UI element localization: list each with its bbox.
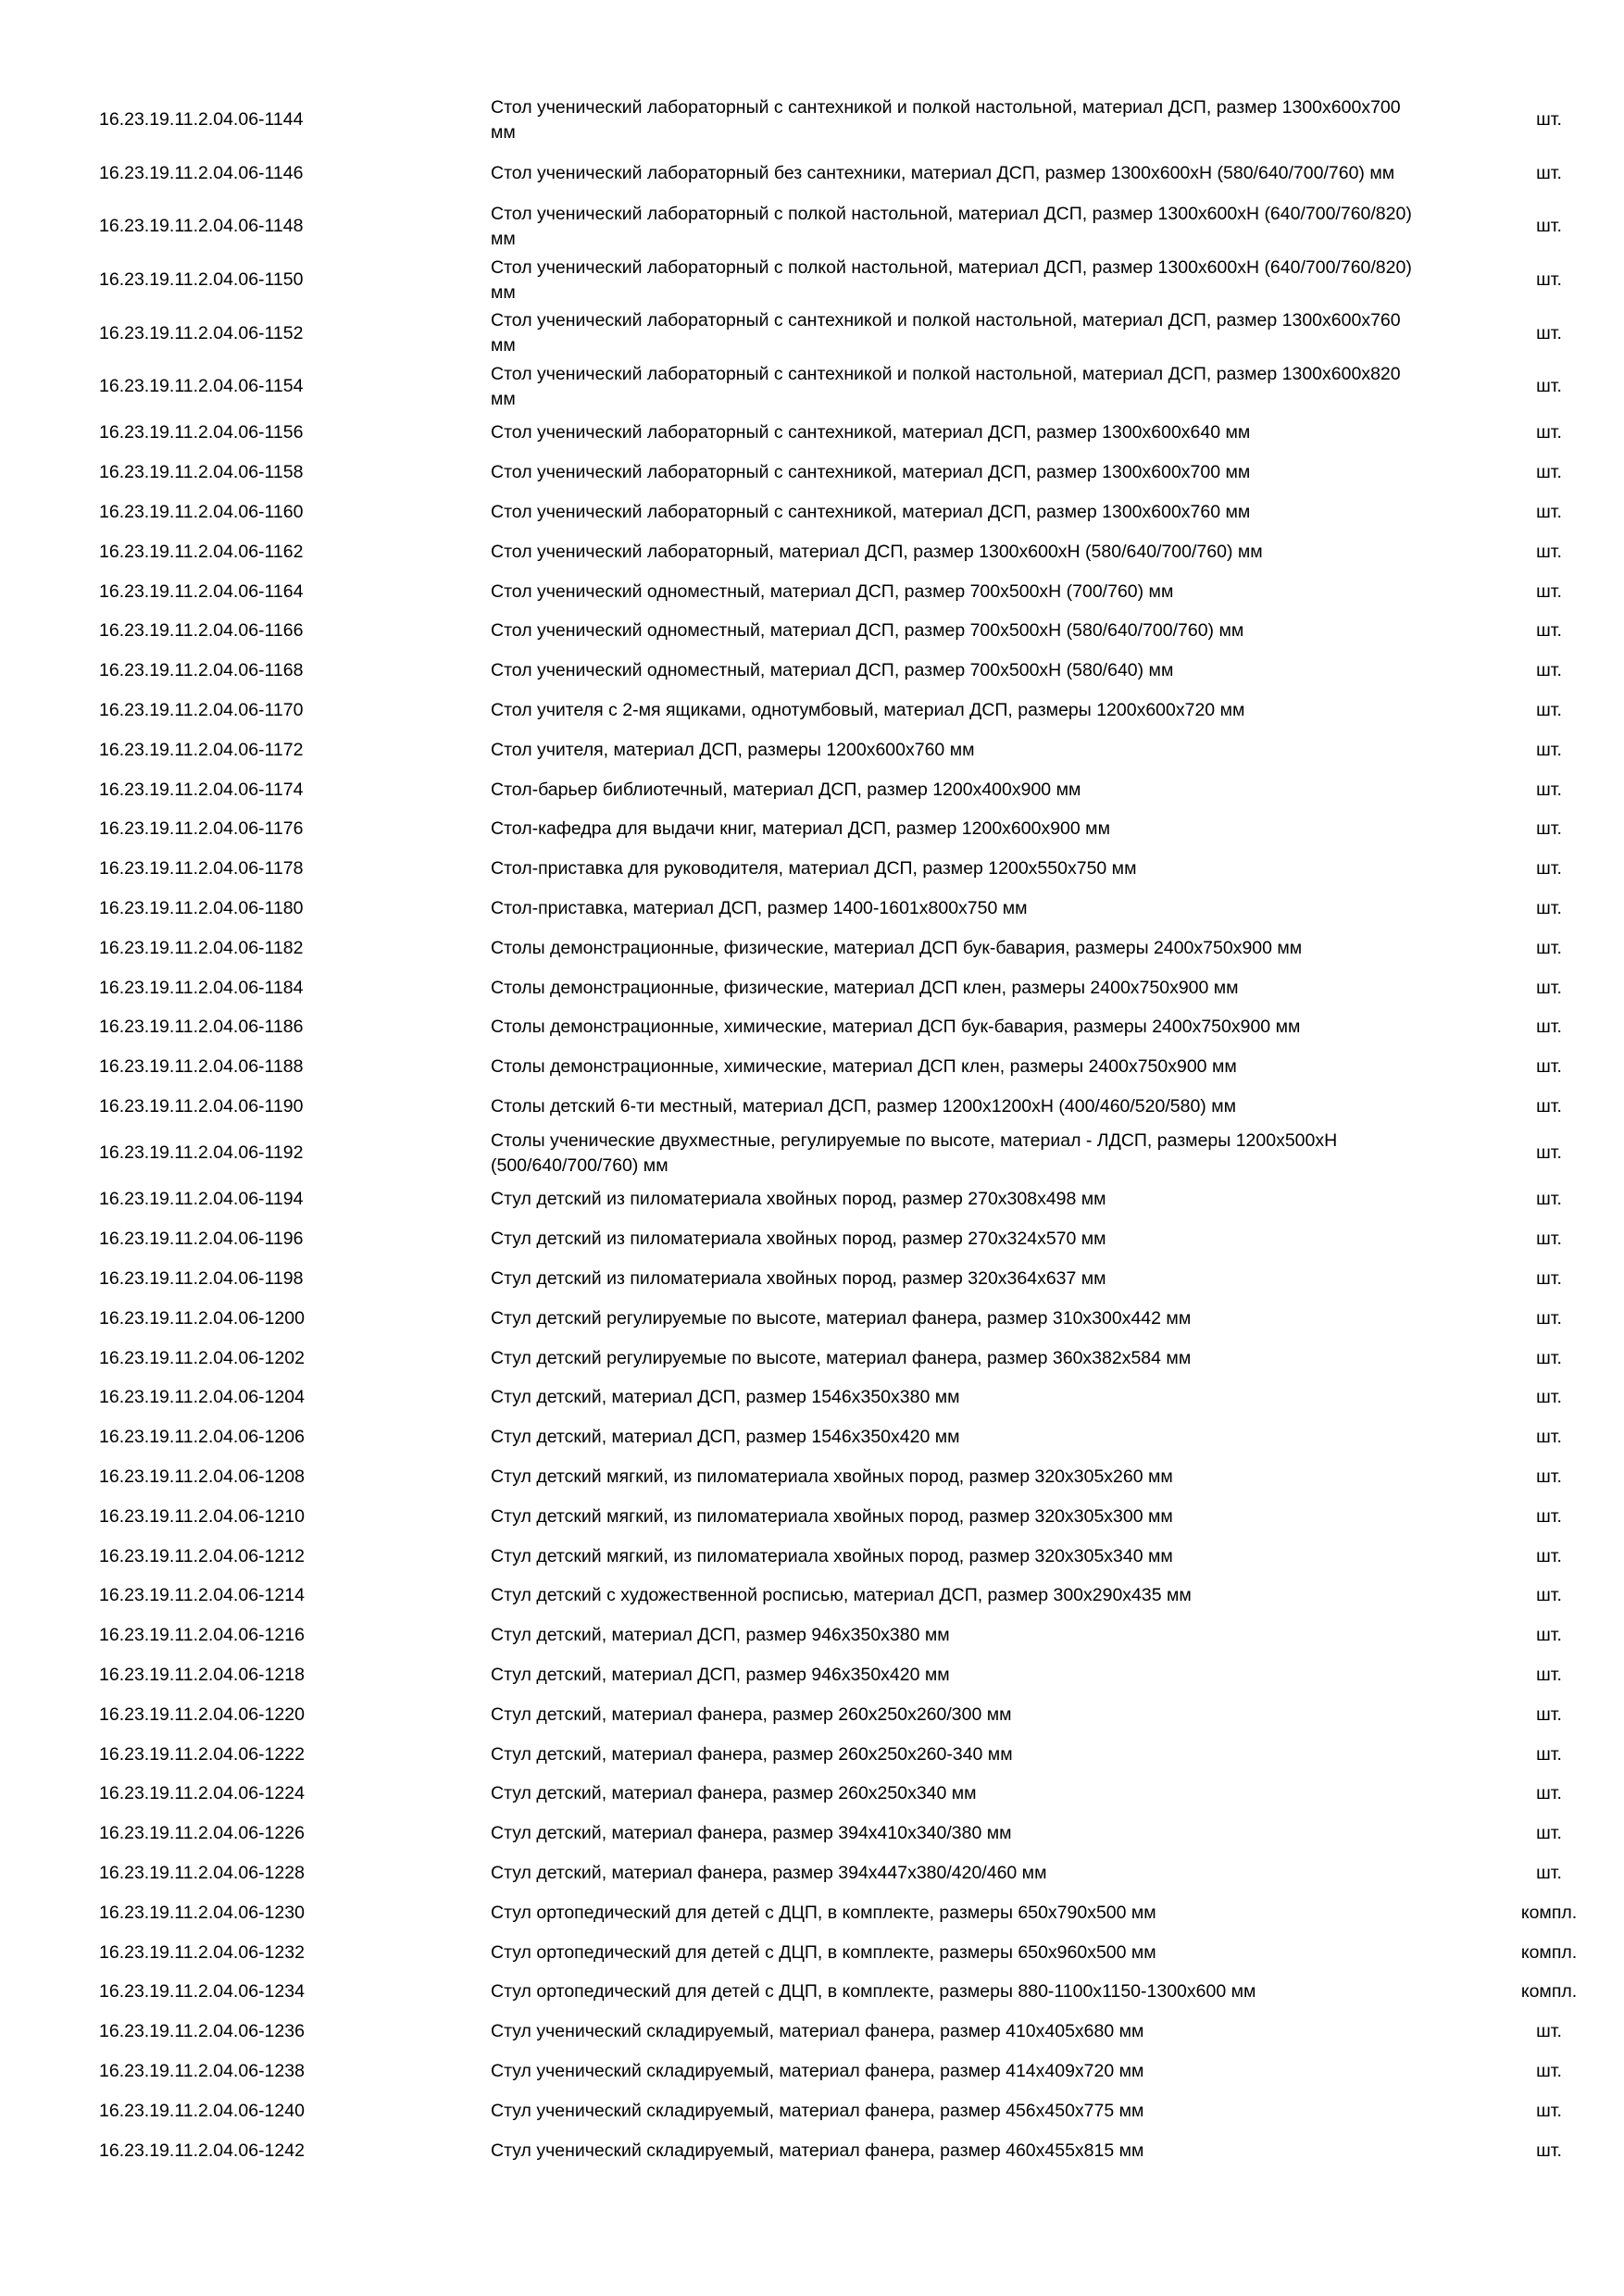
item-description-text: Стул детский, материал ДСП, размер 946х350х380 мм	[491, 1625, 950, 1646]
item-unit: шт.	[1536, 937, 1562, 958]
item-description-text: Стул детский из пиломатериала хвойных пород, размер 270х324х570 мм	[491, 1229, 1106, 1250]
table-row	[0, 2091, 1624, 2131]
item-description-text: Стул детский, материал ДСП, размер 1546х350х420 мм	[491, 1427, 960, 1448]
table-row	[0, 94, 1624, 147]
item-description	[491, 1814, 1417, 1853]
item-code: 16.23.19.11.2.04.06-1162	[99, 541, 304, 562]
item-unit: шт.	[1536, 1743, 1562, 1765]
item-unit: шт.	[1536, 1466, 1562, 1487]
item-unit: шт.	[1536, 1505, 1562, 1527]
table-row	[0, 730, 1624, 770]
item-unit: шт.	[1536, 322, 1562, 343]
table-row	[0, 770, 1624, 810]
item-unit: компл.	[1520, 1941, 1578, 1963]
item-description-text: Стол-барьер библиотечный, материал ДСП, размер 1200х400х900 мм	[491, 779, 1081, 800]
item-description-text: Стол ученический лабораторный с сантехникой, материал ДСП, размер 1300х600х700 мм	[491, 462, 1251, 483]
item-unit: компл.	[1520, 1902, 1578, 1923]
item-unit: шт.	[1536, 620, 1562, 642]
item-description	[491, 730, 1417, 770]
item-description	[491, 2091, 1417, 2131]
item-description-text: Столы детский 6-ти местный, материал ДСП, размер 1200х1200хН (400/460/520/580) мм	[491, 1096, 1237, 1117]
item-description	[491, 1299, 1417, 1339]
table-row	[0, 532, 1624, 572]
item-description-text: Стол-приставка для руководителя, материал ДСП, размер 1200х550х750 мм	[491, 858, 1137, 880]
item-code: 16.23.19.11.2.04.06-1212	[99, 1545, 305, 1566]
item-code: 16.23.19.11.2.04.06-1220	[99, 1703, 305, 1725]
item-code: 16.23.19.11.2.04.06-1174	[99, 779, 304, 800]
table-row	[0, 2052, 1624, 2091]
item-description-text: Стол-приставка, материал ДСП, размер 1400-1601х800х750 мм	[491, 898, 1028, 919]
table-row	[0, 1616, 1624, 1655]
item-code: 16.23.19.11.2.04.06-1184	[99, 977, 304, 998]
item-description-text: Стул детский, материал ДСП, размер 1546х350х380 мм	[491, 1387, 960, 1408]
item-unit: шт.	[1536, 779, 1562, 800]
item-unit: шт.	[1536, 376, 1562, 397]
table-row	[0, 849, 1624, 889]
item-description	[491, 1497, 1417, 1537]
item-unit: шт.	[1536, 977, 1562, 998]
item-description	[491, 849, 1417, 889]
table-row	[0, 254, 1624, 307]
item-unit: шт.	[1536, 898, 1562, 919]
table-row	[0, 147, 1624, 201]
item-description-text: Стол ученический лабораторный с сантехникой, материал ДСП, размер 1300х600х760 мм	[491, 502, 1251, 523]
item-description	[491, 1259, 1417, 1299]
item-unit: шт.	[1536, 700, 1562, 721]
table-row	[0, 1047, 1624, 1087]
table-row	[0, 1814, 1624, 1853]
item-unit: шт.	[1536, 502, 1562, 523]
item-code: 16.23.19.11.2.04.06-1194	[99, 1189, 304, 1210]
item-unit: шт.	[1536, 422, 1562, 443]
item-description	[491, 612, 1417, 652]
item-unit: шт.	[1536, 162, 1562, 183]
table-row	[0, 1537, 1624, 1577]
item-code: 16.23.19.11.2.04.06-1180	[99, 898, 304, 919]
item-code: 16.23.19.11.2.04.06-1242	[99, 2140, 305, 2161]
item-description-text: Стул ортопедический для детей с ДЦП, в комплекте, размеры 650х790х500 мм	[491, 1902, 1156, 1923]
item-description-text: Стол ученический лабораторный с полкой настольной, материал ДСП, размер 1300х600хН (640/700/760/820) мм	[491, 203, 1412, 249]
item-description-text: Стул ортопедический для детей с ДЦП, в комплекте, размеры 880-1100х1150-1300х600 мм	[491, 1981, 1256, 2003]
item-description-text: Стул детский, материал фанера, размер 260х250х260/300 мм	[491, 1703, 1012, 1725]
item-description	[491, 810, 1417, 850]
item-code: 16.23.19.11.2.04.06-1160	[99, 502, 304, 523]
item-description	[491, 572, 1417, 612]
item-unit: шт.	[1536, 1545, 1562, 1566]
item-description-text: Стул детский с художественной росписью, материал ДСП, размер 300х290х435 мм	[491, 1585, 1192, 1606]
item-description-text: Стул детский, материал фанера, размер 394х410х340/380 мм	[491, 1823, 1012, 1844]
item-description-text: Стул ученический складируемый, материал фанера, размер 456х450х775 мм	[491, 2100, 1144, 2121]
table-row	[0, 306, 1624, 360]
table-row	[0, 1735, 1624, 1775]
item-description-text: Столы демонстрационные, химические, материал ДСП клен, размеры 2400х750х900 мм	[491, 1056, 1237, 1078]
item-description-text: Стол ученический лабораторный с сантехникой и полкой настольной, материал ДСП, размер 1300х600х760 мм	[491, 310, 1401, 356]
item-code: 16.23.19.11.2.04.06-1202	[99, 1347, 305, 1368]
item-unit: шт.	[1536, 216, 1562, 237]
item-description	[491, 1339, 1417, 1379]
item-description-text: Столы демонстрационные, физические, материал ДСП бук-бавария, размеры 2400х750х900 мм	[491, 937, 1303, 958]
item-code: 16.23.19.11.2.04.06-1144	[99, 109, 304, 131]
item-code: 16.23.19.11.2.04.06-1190	[99, 1096, 304, 1117]
item-unit: шт.	[1536, 1267, 1562, 1289]
item-description-text: Стол ученический одноместный, материал ДСП, размер 700х500хН (580/640/700/760) мм	[491, 620, 1244, 642]
item-unit: шт.	[1536, 1189, 1562, 1210]
item-code: 16.23.19.11.2.04.06-1230	[99, 1902, 305, 1923]
item-description	[491, 1972, 1417, 2012]
item-code: 16.23.19.11.2.04.06-1182	[99, 937, 304, 958]
item-description	[491, 414, 1417, 454]
item-description	[491, 929, 1417, 968]
item-description	[491, 306, 1417, 360]
table-row	[0, 1259, 1624, 1299]
table-row	[0, 1893, 1624, 1933]
item-code: 16.23.19.11.2.04.06-1218	[99, 1664, 305, 1685]
item-description-text: Стол ученический лабораторный без сантехники, материал ДСП, размер 1300х600хН (580/640/700/760) мм	[491, 162, 1395, 183]
item-code: 16.23.19.11.2.04.06-1238	[99, 2060, 305, 2081]
item-unit: шт.	[1536, 1307, 1562, 1329]
table-row	[0, 1933, 1624, 1973]
item-description-text: Стул детский мягкий, из пиломатериала хвойных пород, размер 320х305х260 мм	[491, 1466, 1173, 1487]
item-code: 16.23.19.11.2.04.06-1158	[99, 462, 304, 483]
table-row	[0, 1219, 1624, 1259]
item-unit: шт.	[1536, 2021, 1562, 2042]
table-row	[0, 1695, 1624, 1735]
table-row	[0, 1299, 1624, 1339]
item-description	[491, 94, 1417, 147]
item-code: 16.23.19.11.2.04.06-1206	[99, 1427, 305, 1448]
table-row	[0, 1127, 1624, 1180]
item-description-text: Стул детский мягкий, из пиломатериала хвойных пород, размер 320х305х300 мм	[491, 1505, 1173, 1527]
item-description	[491, 1537, 1417, 1577]
item-code: 16.23.19.11.2.04.06-1166	[99, 620, 304, 642]
item-description-text: Стул детский мягкий, из пиломатериала хвойных пород, размер 320х305х340 мм	[491, 1545, 1173, 1566]
item-unit: шт.	[1536, 1585, 1562, 1606]
item-unit: шт.	[1536, 1056, 1562, 1078]
item-description	[491, 2012, 1417, 2052]
item-description	[491, 968, 1417, 1008]
table-row	[0, 1457, 1624, 1497]
item-description-text: Стул детский, материал фанера, размер 260х250х260-340 мм	[491, 1743, 1013, 1765]
item-description	[491, 493, 1417, 532]
item-description-text: Стол ученический одноместный, материал ДСП, размер 700х500хН (580/640) мм	[491, 660, 1174, 681]
item-description	[491, 1417, 1417, 1457]
item-description-text: Стул детский из пиломатериала хвойных пород, размер 270х308х498 мм	[491, 1189, 1106, 1210]
item-unit: компл.	[1520, 1981, 1578, 2003]
item-description-text: Стол ученический лабораторный с сантехникой и полкой настольной, материал ДСП, размер 1300х600х700 мм	[491, 96, 1401, 143]
item-description-text: Стул ученический складируемый, материал фанера, размер 414х409х720 мм	[491, 2060, 1144, 2081]
table-row	[0, 1774, 1624, 1814]
item-description-text: Стол ученический лабораторный с сантехникой и полкой настольной, материал ДСП, размер 1300х600х820 мм	[491, 363, 1401, 409]
table-row	[0, 1655, 1624, 1695]
item-unit: шт.	[1536, 1142, 1562, 1164]
table-row	[0, 810, 1624, 850]
item-code: 16.23.19.11.2.04.06-1146	[99, 162, 304, 183]
table-row	[0, 493, 1624, 532]
item-description-text: Стул ортопедический для детей с ДЦП, в комплекте, размеры 650х960х500 мм	[491, 1941, 1156, 1963]
item-unit: шт.	[1536, 858, 1562, 880]
item-unit: шт.	[1536, 541, 1562, 562]
table-row	[0, 612, 1624, 652]
item-description	[491, 1219, 1417, 1259]
item-unit: шт.	[1536, 1703, 1562, 1725]
item-description	[491, 1008, 1417, 1048]
table-row	[0, 360, 1624, 414]
item-code: 16.23.19.11.2.04.06-1188	[99, 1056, 304, 1078]
table-row	[0, 1417, 1624, 1457]
item-code: 16.23.19.11.2.04.06-1226	[99, 1823, 305, 1844]
item-code: 16.23.19.11.2.04.06-1210	[99, 1505, 305, 1527]
table-row	[0, 1972, 1624, 2012]
item-code: 16.23.19.11.2.04.06-1240	[99, 2100, 305, 2121]
item-description-text: Стол ученический лабораторный с сантехникой, материал ДСП, размер 1300х600х640 мм	[491, 422, 1251, 443]
item-description	[491, 147, 1417, 201]
item-description-text: Стол учителя с 2-мя ящиками, однотумбовый, материал ДСП, размеры 1200х600х720 мм	[491, 700, 1245, 721]
item-description	[491, 1047, 1417, 1087]
item-unit: шт.	[1536, 1664, 1562, 1685]
item-code: 16.23.19.11.2.04.06-1192	[99, 1142, 304, 1164]
item-code: 16.23.19.11.2.04.06-1198	[99, 1267, 304, 1289]
item-description-text: Стол ученический одноместный, материал ДСП, размер 700х500хН (700/760) мм	[491, 580, 1174, 602]
item-code: 16.23.19.11.2.04.06-1154	[99, 376, 304, 397]
item-code: 16.23.19.11.2.04.06-1186	[99, 1017, 304, 1038]
item-description-text: Столы ученические двухместные, регулируемые по высоте, материал - ЛДСП, размеры 1200х500хН (500/640/700/760) мм	[491, 1129, 1338, 1176]
item-description-text: Стул детский регулируемые по высоте, материал фанера, размер 310х300х442 мм	[491, 1307, 1192, 1329]
item-unit: шт.	[1536, 1347, 1562, 1368]
item-description-text: Стул детский регулируемые по высоте, материал фанера, размер 360х382х584 мм	[491, 1347, 1192, 1368]
table-row	[0, 414, 1624, 454]
item-code: 16.23.19.11.2.04.06-1204	[99, 1387, 305, 1408]
table-row	[0, 572, 1624, 612]
item-description	[491, 1457, 1417, 1497]
item-unit: шт.	[1536, 1096, 1562, 1117]
item-description-text: Столы демонстрационные, химические, материал ДСП бук-бавария, размеры 2400х750х900 мм	[491, 1017, 1301, 1038]
item-unit: шт.	[1536, 1229, 1562, 1250]
item-description-text: Стул ученический складируемый, материал фанера, размер 410х405х680 мм	[491, 2021, 1144, 2042]
item-unit: шт.	[1536, 1017, 1562, 1038]
item-description	[491, 200, 1417, 254]
item-description	[491, 1774, 1417, 1814]
item-code: 16.23.19.11.2.04.06-1152	[99, 322, 304, 343]
item-code: 16.23.19.11.2.04.06-1216	[99, 1625, 305, 1646]
item-description	[491, 532, 1417, 572]
item-description	[491, 1616, 1417, 1655]
table-row	[0, 1853, 1624, 1893]
table-row	[0, 1497, 1624, 1537]
table-row	[0, 1087, 1624, 1127]
item-description	[491, 651, 1417, 691]
item-code: 16.23.19.11.2.04.06-1236	[99, 2021, 305, 2042]
table-row	[0, 1378, 1624, 1417]
item-unit: шт.	[1536, 660, 1562, 681]
item-description-text: Стул детский из пиломатериала хвойных пород, размер 320х364х637 мм	[491, 1267, 1106, 1289]
item-description	[491, 770, 1417, 810]
item-code: 16.23.19.11.2.04.06-1150	[99, 269, 304, 291]
item-unit: шт.	[1536, 739, 1562, 760]
item-unit: шт.	[1536, 2060, 1562, 2081]
price-list-table	[0, 94, 1624, 2170]
item-description	[491, 2131, 1417, 2171]
item-code: 16.23.19.11.2.04.06-1222	[99, 1743, 305, 1765]
item-description	[491, 254, 1417, 307]
item-description	[491, 453, 1417, 493]
item-description-text: Столы демонстрационные, физические, материал ДСП клен, размеры 2400х750х900 мм	[491, 977, 1239, 998]
table-row	[0, 1576, 1624, 1616]
table-row	[0, 1180, 1624, 1220]
item-description-text: Стол-кафедра для выдачи книг, материал ДСП, размер 1200х600х900 мм	[491, 818, 1110, 840]
item-description-text: Стол ученический лабораторный с полкой настольной, материал ДСП, размер 1300х600хН (640/700/760/820) мм	[491, 256, 1412, 303]
item-description	[491, 1853, 1417, 1893]
item-description	[491, 1933, 1417, 1973]
item-description	[491, 1180, 1417, 1220]
item-description	[491, 1378, 1417, 1417]
item-unit: шт.	[1536, 2100, 1562, 2121]
item-code: 16.23.19.11.2.04.06-1200	[99, 1307, 305, 1329]
item-unit: шт.	[1536, 818, 1562, 840]
item-code: 16.23.19.11.2.04.06-1224	[99, 1783, 305, 1804]
item-code: 16.23.19.11.2.04.06-1178	[99, 858, 304, 880]
item-description	[491, 889, 1417, 929]
item-description-text: Стол учителя, материал ДСП, размеры 1200х600х760 мм	[491, 739, 975, 760]
item-unit: шт.	[1536, 1823, 1562, 1844]
item-unit: шт.	[1536, 2140, 1562, 2161]
item-description-text: Стул ученический складируемый, материал фанера, размер 460х455х815 мм	[491, 2140, 1144, 2161]
item-code: 16.23.19.11.2.04.06-1164	[99, 580, 304, 602]
item-code: 16.23.19.11.2.04.06-1148	[99, 216, 304, 237]
table-row	[0, 2131, 1624, 2171]
item-description	[491, 691, 1417, 730]
item-unit: шт.	[1536, 1427, 1562, 1448]
item-code: 16.23.19.11.2.04.06-1196	[99, 1229, 304, 1250]
item-description	[491, 2052, 1417, 2091]
item-description	[491, 1127, 1417, 1180]
item-description-text: Стул детский, материал фанера, размер 394х447х380/420/460 мм	[491, 1862, 1047, 1883]
item-description	[491, 1695, 1417, 1735]
item-code: 16.23.19.11.2.04.06-1234	[99, 1981, 305, 2003]
item-unit: шт.	[1536, 109, 1562, 131]
item-unit: шт.	[1536, 462, 1562, 483]
item-code: 16.23.19.11.2.04.06-1156	[99, 422, 304, 443]
item-unit: шт.	[1536, 580, 1562, 602]
table-row	[0, 453, 1624, 493]
item-code: 16.23.19.11.2.04.06-1208	[99, 1466, 305, 1487]
table-row	[0, 929, 1624, 968]
item-code: 16.23.19.11.2.04.06-1232	[99, 1941, 305, 1963]
item-description	[491, 1893, 1417, 1933]
table-row	[0, 691, 1624, 730]
item-description	[491, 1087, 1417, 1127]
item-code: 16.23.19.11.2.04.06-1170	[99, 700, 304, 721]
item-unit: шт.	[1536, 1387, 1562, 1408]
table-row	[0, 200, 1624, 254]
item-unit: шт.	[1536, 1862, 1562, 1883]
table-row	[0, 889, 1624, 929]
item-unit: шт.	[1536, 1625, 1562, 1646]
item-code: 16.23.19.11.2.04.06-1176	[99, 818, 304, 840]
table-row	[0, 2012, 1624, 2052]
item-description	[491, 1735, 1417, 1775]
item-unit: шт.	[1536, 1783, 1562, 1804]
item-code: 16.23.19.11.2.04.06-1172	[99, 739, 304, 760]
table-row	[0, 1339, 1624, 1379]
table-row	[0, 1008, 1624, 1048]
item-description	[491, 1655, 1417, 1695]
item-description-text: Стул детский, материал фанера, размер 260х250х340 мм	[491, 1783, 977, 1804]
table-row	[0, 968, 1624, 1008]
table-row	[0, 651, 1624, 691]
item-description	[491, 1576, 1417, 1616]
item-description-text: Стол ученический лабораторный, материал ДСП, размер 1300х600хН (580/640/700/760) мм	[491, 541, 1263, 562]
item-code: 16.23.19.11.2.04.06-1228	[99, 1862, 305, 1883]
item-description	[491, 360, 1417, 414]
item-code: 16.23.19.11.2.04.06-1214	[99, 1585, 305, 1606]
item-code: 16.23.19.11.2.04.06-1168	[99, 660, 304, 681]
item-description-text: Стул детский, материал ДСП, размер 946х350х420 мм	[491, 1664, 950, 1685]
item-unit: шт.	[1536, 269, 1562, 291]
